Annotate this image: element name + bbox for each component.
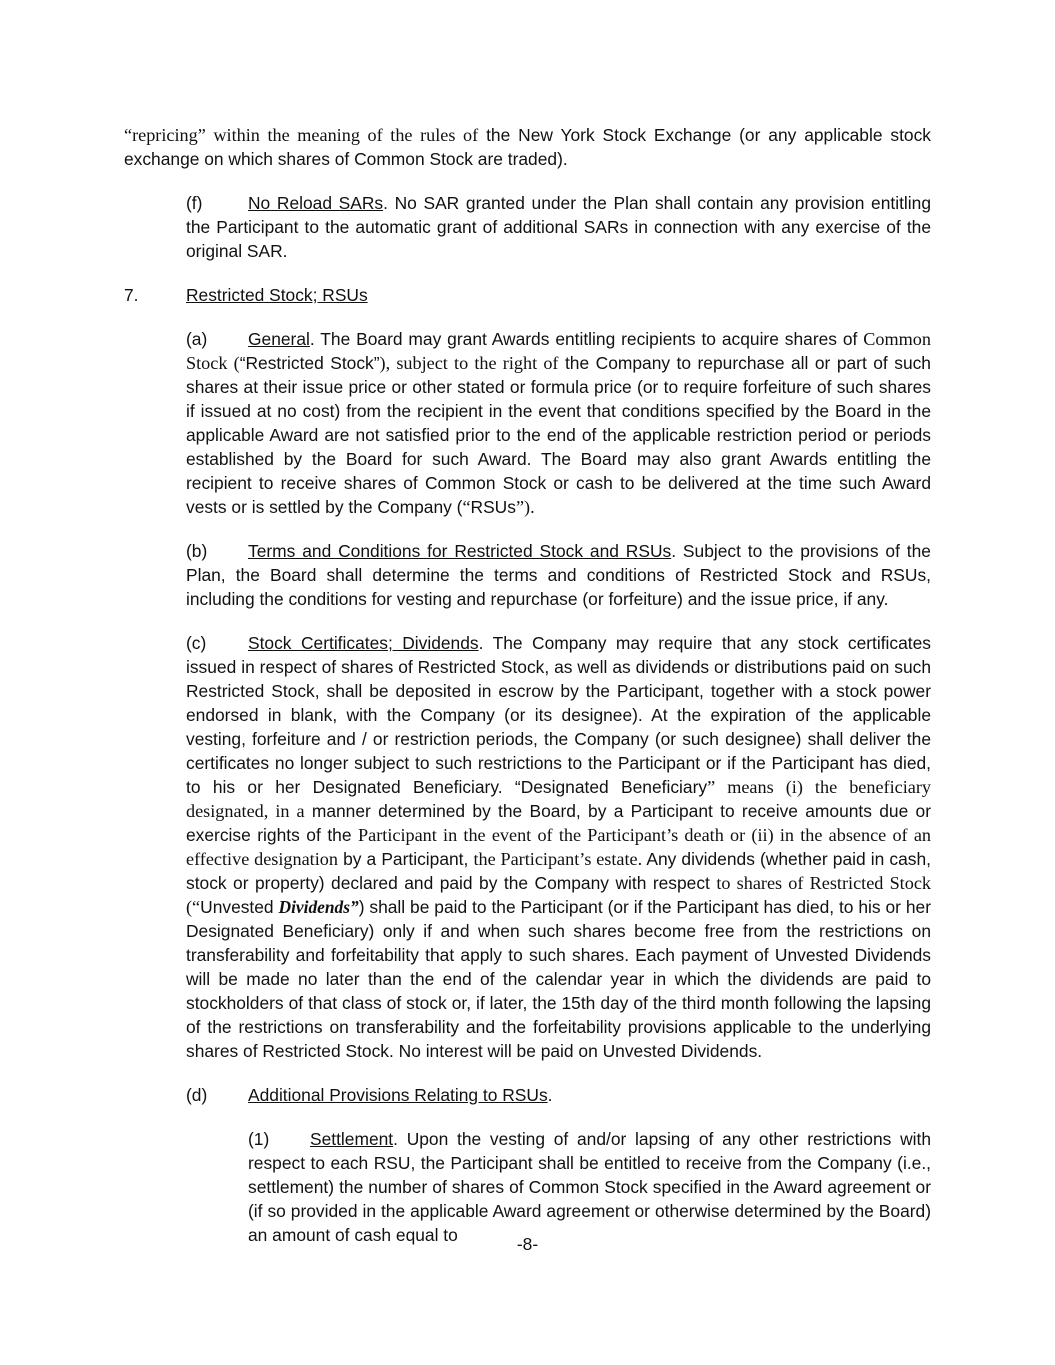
text-run: “repricing” within the meaning of the rules of (124, 125, 479, 145)
page-number: -8- (516, 1234, 539, 1254)
section-label: (f) (186, 193, 203, 213)
text-run: manner determined by the Board, by a Participant to receive amounts due or exercise rights of the (186, 801, 932, 845)
section-heading: Additional Provisions Relating to RSUs (248, 1085, 548, 1105)
section-7-heading (124, 283, 931, 307)
section-number: 7. (124, 285, 139, 305)
text-run: the Company to repurchase all or part of such shares at their issue price or other stated or formula price (or to require forfeiture of such shares if issued at no cost) from the recipient in the event that conditions specified by the Board in the applicable Award are not satisfied prior to the end of the applicable restriction period or periods established by the Board for such Award. The Board may also grant Awards entitling the recipient to receive shares of Common Stock or cash to be delivered at the time such Award vests or is settled by the Company ( (186, 353, 931, 517)
section-label: (a) (186, 329, 208, 349)
section-label: (b) (186, 541, 208, 561)
text-run: by a Participant, (337, 849, 474, 869)
text-run: . The Board may grant Awards entitling recipients to acquire shares of (309, 329, 864, 349)
text-run: Any dividends (whether paid in cash, stock or property) declared and paid by the Company with respect (186, 849, 931, 893)
section-heading: No Reload SARs (248, 193, 384, 213)
text-run: Participant in the event of the Participant’s death or (ii) in the absence of an effective designation (186, 825, 931, 869)
text-run: Common Stock ( (186, 329, 931, 373)
text-run: ), subject to the right of (379, 353, 559, 373)
section-heading: Stock Certificates; Dividends (248, 633, 479, 653)
section-7a (124, 327, 931, 519)
section-label: (1) (248, 1129, 270, 1149)
text-run: the Participant’s estate. (473, 849, 643, 869)
text-run: to shares of Restricted Stock (“ (186, 873, 931, 917)
section-text: . Subject to the provisions of the Plan, the Board shall determine the terms and conditions of Restricted Stock and RSUs, including the conditions for vesting and repurchase (or forfeiture) and the issue price, if any. (186, 541, 931, 609)
section-7c (124, 631, 931, 1063)
section-7b (124, 539, 931, 611)
text-run: “ (462, 497, 471, 517)
text-run: ) shall be paid to the Participant (or if the Participant has died, to his or her Designated Beneficiary) only if and when such shares become free from the restrictions on transferability and forfeitability that apply to such shares. Each payment of Unvested Dividends will be made no later than the end of the calendar year in which the dividends are paid to stockholders of that class of stock or, if later, the 15th day of the third month following the lapsing of the restrictions on transferability and the forfeitability provisions applicable to the underlying shares of Restricted Stock. No interest will be paid on Unvested Dividends. (186, 897, 931, 1061)
text-run: the New York Stock Exchange (or any applicable stock exchange on which shares of Common Stock are traded). (124, 125, 931, 169)
section-text: . No SAR granted under the Plan shall contain any provision entitling the Participant to the automatic grant of additional SARs in connection with any exercise of the original SAR. (186, 193, 931, 261)
section-7d (124, 1083, 931, 1107)
text-run: “Restricted Stock” (239, 353, 380, 373)
section-heading: Settlement (310, 1129, 394, 1149)
section-heading: General (248, 329, 310, 349)
text-run: ” means (i) the beneficiary designated, in a (186, 777, 931, 821)
section-text: . (547, 1085, 553, 1105)
section-7d1 (124, 1127, 931, 1247)
section-6f (124, 191, 931, 263)
section-label: (c) (186, 633, 207, 653)
text-run: RSUs (470, 497, 516, 517)
paragraph-continuation (124, 123, 931, 171)
text-run: ”). (515, 497, 535, 517)
text-run: Unvested (200, 897, 279, 917)
defined-term: Dividends” (278, 897, 359, 917)
text-run: . The Company may require that any stock certificates issued in respect of shares of Restricted Stock, as well as dividends or distributions paid on such Restricted Stock, shall be deposited in escrow by the Participant, together with a stock power endorsed in blank, with the Company (or its designee). At the expiration of the applicable vesting, forfeiture and / or restriction periods, the Company (or such designee) shall deliver the certificates no longer subject to such restrictions to the Participant or if the Participant has died, to his or her Designated Beneficiary. “Designated Beneficiary (186, 633, 931, 797)
section-text: . Upon the vesting of and/or lapsing of any other restrictions with respect to each RSU, the Participant shall be entitled to receive from the Company (i.e., settlement) the number of shares of Common Stock specified in the Award agreement or (if so provided in the applicable Award agreement or otherwise determined by the Board) an amount of cash equal to (248, 1129, 931, 1245)
document-page (124, 123, 931, 1267)
section-title: Restricted Stock; RSUs (186, 285, 368, 305)
section-label: (d) (186, 1085, 208, 1105)
section-heading: Terms and Conditions for Restricted Stock and RSUs (248, 541, 672, 561)
